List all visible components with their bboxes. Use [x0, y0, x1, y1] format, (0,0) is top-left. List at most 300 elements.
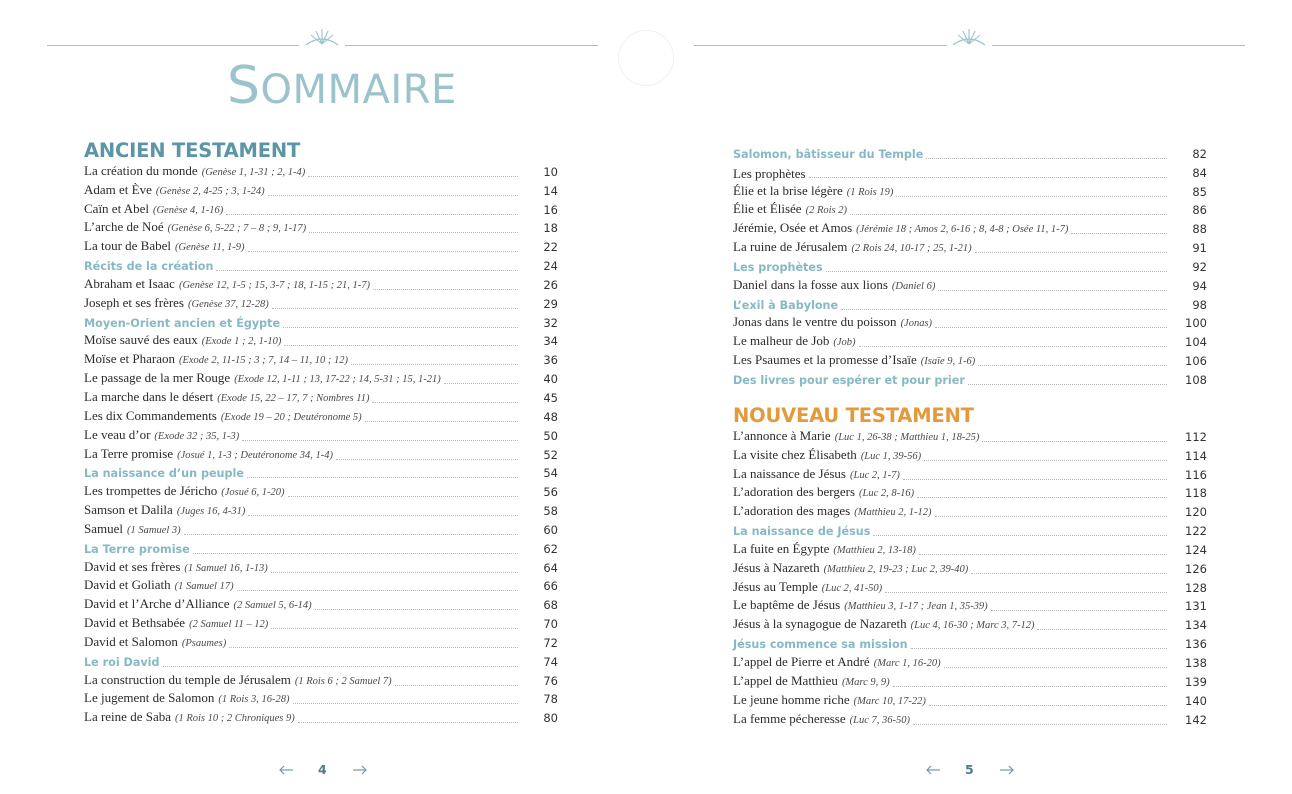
dot-leader — [248, 515, 518, 516]
dot-leader — [1071, 233, 1167, 234]
toc-entry-reference: (1 Samuel 16, 1-13) — [184, 562, 268, 574]
toc-page-number: 52 — [543, 447, 558, 462]
toc-entry[interactable] — [84, 444, 558, 463]
toc-entry-title: Le veau d’or (Exode 32 ; 35, 1-3) — [84, 426, 240, 442]
toc-entry-title: David et l’Arche d’Alliance (2 Samuel 5, 6-14) — [84, 596, 312, 612]
toc-entry[interactable] — [84, 236, 558, 255]
toc-entry-title: Les prophètes — [733, 165, 806, 181]
toc-entry-title: La Terre promise — [84, 542, 190, 556]
toc-entry-reference: (Isaïe 9, 1-6) — [920, 356, 976, 368]
toc-entry-reference: (Exode 15, 22 – 17, 7 ; Nombres 11) — [217, 392, 370, 404]
toc-entry-reference: (Genèse 2, 4-25 ; 3, 1-24) — [155, 185, 265, 197]
toc-entry-title: La fuite en Égypte (Matthieu 2, 13-18) — [733, 540, 916, 556]
toc-entry-title: L’appel de Matthieu (Marc 9, 9) — [733, 672, 890, 688]
toc-entry[interactable] — [733, 652, 1207, 671]
dot-leader — [298, 722, 518, 723]
dot-leader — [978, 365, 1167, 366]
toc-entry-reference: (1 Rois 19) — [846, 186, 894, 198]
toc-entry-title: Les dix Commandements (Exode 19 – 20 ; Deutéronome 5) — [84, 407, 362, 423]
toc-entry[interactable] — [84, 519, 558, 538]
dot-leader — [896, 196, 1167, 197]
toc-entry[interactable] — [733, 558, 1207, 577]
dot-leader — [444, 383, 518, 384]
dot-leader — [309, 232, 518, 233]
right-ornament-line-1 — [694, 45, 947, 46]
toc-entry[interactable] — [733, 426, 1207, 445]
toc-entry-title: Salomon, bâtisseur du Temple — [733, 147, 924, 161]
dot-leader — [271, 628, 518, 629]
toc-page-number: 136 — [1185, 637, 1207, 652]
toc-entry-title: Des livres pour espérer et pour prier — [733, 373, 965, 387]
toc-page-number: 60 — [543, 522, 558, 537]
toc-subheading-row[interactable] — [733, 256, 1207, 275]
toc-page-number: 92 — [1192, 259, 1207, 274]
nouveau-testament-list — [733, 426, 1207, 728]
toc-page-number: 54 — [543, 466, 558, 481]
toc-page-number: 62 — [543, 541, 558, 556]
dot-leader — [926, 158, 1167, 159]
toc-entry-title: David et ses frères (1 Samuel 16, 1-13) — [84, 558, 268, 574]
toc-entry-title: Jésus au Temple (Luc 2, 41-50) — [733, 578, 883, 594]
toc-page-number: 118 — [1185, 486, 1207, 501]
toc-entry-title: Jésus à Nazareth (Matthieu 2, 19-23 ; Luc 2, 39-40) — [733, 559, 969, 575]
dot-leader — [935, 327, 1167, 328]
toc-subheading-row[interactable] — [84, 538, 558, 557]
toc-entry-title: Le jeune homme riche (Marc 10, 17-22) — [733, 691, 926, 707]
toc-entry-reference: (1 Samuel 17) — [174, 581, 234, 593]
toc-entry-title: La femme pécheresse (Luc 7, 36-50) — [733, 710, 910, 726]
toc-entry-reference: (Luc 4, 16-30 ; Marc 3, 7-12) — [910, 620, 1035, 632]
toc-subheading-row[interactable] — [84, 255, 558, 274]
toc-entry-title: Le passage de la mer Rouge (Exode 12, 1-11 ; 13, 17-22 ; 14, 5-31 ; 15, 1-21) — [84, 370, 441, 386]
toc-entry-reference: (Daniel 6) — [891, 280, 936, 292]
toc-entry[interactable] — [84, 406, 558, 425]
toc-entry-reference: (Genèse 6, 5-22 ; 7 – 8 ; 9, 1-17) — [167, 223, 307, 235]
toc-entry-reference: (Juges 16, 4-31) — [176, 506, 246, 518]
dot-leader — [913, 724, 1167, 725]
dot-leader — [268, 195, 518, 196]
toc-entry-reference: (2 Samuel 5, 6-14) — [233, 600, 312, 612]
toc-page-number: 139 — [1185, 674, 1207, 689]
toc-page-number: 91 — [1192, 241, 1207, 256]
dot-leader — [373, 289, 518, 290]
toc-page-number: 76 — [543, 673, 558, 688]
toc-page-number: 56 — [543, 485, 558, 500]
toc-entry[interactable] — [733, 200, 1207, 219]
toc-page-number: 50 — [543, 428, 558, 443]
toc-entry-title: La tour de Babel (Genèse 11, 1-9) — [84, 238, 245, 254]
toc-entry-title: La naissance de Jésus — [733, 525, 871, 539]
toc-entry[interactable] — [84, 180, 558, 199]
toc-entry-title: David et Salomon (Psaumes) — [84, 633, 227, 649]
toc-entry-reference: (Matthieu 2, 13-18) — [833, 544, 916, 556]
toc-entry-reference: (Psaumes) — [181, 637, 227, 649]
toc-entry[interactable] — [733, 501, 1207, 520]
dot-leader — [850, 214, 1167, 215]
toc-page-number: 68 — [543, 598, 558, 613]
toc-entry[interactable] — [733, 331, 1207, 350]
toc-entry[interactable] — [84, 349, 558, 368]
dot-leader — [929, 705, 1167, 706]
toc-entry[interactable] — [84, 331, 558, 350]
toc-entry-reference: (1 Rois 6 ; 2 Samuel 7) — [294, 675, 392, 687]
toc-entry-reference: (2 Rois 2) — [805, 205, 848, 217]
dot-leader — [893, 686, 1167, 687]
toc-entry-reference: (Josué 6, 1-20) — [221, 487, 285, 499]
dot-leader — [242, 440, 518, 441]
toc-entry-title: Le roi David — [84, 655, 160, 669]
toc-page-number: 78 — [543, 692, 558, 707]
dot-leader — [873, 535, 1167, 536]
toc-entry-reference: (Genèse 37, 12-28) — [188, 298, 269, 310]
toc-entry-reference: (Luc 7, 36-50) — [849, 714, 910, 726]
toc-subheading-row[interactable] — [733, 520, 1207, 539]
toc-entry-title: La reine de Saba (1 Rois 10 ; 2 Chroniques 9) — [84, 709, 295, 725]
left-folio: 4 — [318, 762, 327, 777]
toc-entry-reference: (Exode 1 ; 2, 1-10) — [201, 336, 282, 348]
toc-page-number: 58 — [543, 504, 558, 519]
dot-leader — [247, 477, 518, 478]
toc-entry[interactable] — [84, 425, 558, 444]
toc-page-number: 72 — [543, 635, 558, 650]
toc-entry-reference: (Jonas) — [900, 318, 933, 330]
toc-entry[interactable] — [84, 500, 558, 519]
toc-entry-title: L’adoration des bergers (Luc 2, 8-16) — [733, 484, 915, 500]
toc-entry[interactable] — [84, 632, 558, 651]
toc-entry-title: L’arche de Noé (Genèse 6, 5-22 ; 7 – 8 ; 9, 1-17) — [84, 219, 307, 235]
toc-subheading-row[interactable] — [733, 294, 1207, 313]
dot-leader — [184, 534, 518, 535]
dot-leader — [841, 309, 1167, 310]
toc-page-number: 122 — [1185, 524, 1207, 539]
toc-page-number: 100 — [1185, 316, 1207, 331]
toc-entry[interactable] — [733, 313, 1207, 332]
toc-entry-title: David et Goliath (1 Samuel 17) — [84, 577, 234, 593]
toc-page-number: 10 — [543, 164, 558, 179]
toc-entry-title: David et Bethsabée (2 Samuel 11 – 12) — [84, 615, 269, 631]
toc-page-number: 98 — [1192, 297, 1207, 312]
dot-leader — [968, 384, 1167, 385]
dot-leader — [991, 610, 1167, 611]
toc-entry-title: Le malheur de Job (Job) — [733, 333, 856, 349]
toc-entry-reference: (Genèse 12, 1-5 ; 15, 3-7 ; 18, 1-15 ; 21, 1-7) — [178, 279, 370, 291]
toc-page-number: 45 — [543, 390, 558, 405]
toc-entry[interactable] — [84, 199, 558, 218]
toc-entry-title: La création du monde (Genèse 1, 1-31 ; 2, 1-4) — [84, 162, 306, 178]
toc-entry[interactable] — [84, 670, 558, 689]
toc-entry-reference: (Exode 19 – 20 ; Deutéronome 5) — [220, 411, 362, 423]
toc-entry[interactable] — [84, 481, 558, 500]
toc-page-number: 40 — [543, 372, 558, 387]
toc-entry-title: L’adoration des mages (Matthieu 2, 1-12) — [733, 503, 932, 519]
toc-page-number: 84 — [1192, 165, 1207, 180]
toc-entry-reference: (Luc 2, 8-16) — [859, 488, 915, 500]
toc-entry[interactable] — [84, 594, 558, 613]
toc-page-number: 22 — [543, 240, 558, 255]
toc-entry[interactable] — [733, 275, 1207, 294]
toc-entry[interactable] — [84, 557, 558, 576]
toc-page-number: 94 — [1192, 278, 1207, 293]
dot-leader — [288, 496, 519, 497]
toc-entry-reference: (1 Rois 10 ; 2 Chroniques 9) — [174, 713, 295, 725]
toc-entry[interactable] — [733, 596, 1207, 615]
left-fleuron-icon — [304, 26, 340, 48]
toc-page-number: 26 — [543, 277, 558, 292]
toc-page-number: 112 — [1185, 429, 1207, 444]
dot-leader — [237, 590, 518, 591]
toc-entry-reference: (Matthieu 2, 19-23 ; Luc 2, 39-40) — [823, 563, 969, 575]
toc-entry[interactable] — [733, 218, 1207, 237]
toc-page-number: 29 — [543, 296, 558, 311]
toc-entry[interactable] — [733, 690, 1207, 709]
toc-entry[interactable] — [733, 350, 1207, 369]
toc-page-number: 134 — [1185, 618, 1207, 633]
ancien-testament-list-continued — [733, 143, 1207, 388]
ancien-testament-heading: ANCIEN TESTAMENT — [84, 139, 301, 162]
toc-entry-reference: (Marc 9, 9) — [841, 676, 890, 688]
left-ornament-line-1 — [47, 45, 299, 46]
toc-page-number: 74 — [543, 654, 558, 669]
toc-entry-reference: (2 Rois 24, 10-17 ; 25, 1-21) — [851, 243, 972, 255]
toc-page-number: 70 — [543, 617, 558, 632]
toc-entry[interactable] — [84, 293, 558, 312]
toc-entry-title: Adam et Ève (Genèse 2, 4-25 ; 3, 1-24) — [84, 181, 265, 197]
toc-entry-title: Récits de la création — [84, 260, 214, 274]
dot-leader — [284, 345, 518, 346]
dot-leader — [308, 176, 518, 177]
toc-entry-title: Moïse et Pharaon (Exode 2, 11-15 ; 3 ; 7, 14 – 11, 10 ; 12) — [84, 351, 349, 367]
dot-leader — [248, 251, 519, 252]
dot-leader — [917, 497, 1167, 498]
toc-page-number: 128 — [1185, 580, 1207, 595]
title-initial: S — [227, 56, 261, 116]
title-rest: OMMAIRE — [260, 67, 457, 113]
toc-entry-title: Les prophètes — [733, 260, 823, 274]
toc-entry[interactable] — [733, 577, 1207, 596]
toc-subheading-row[interactable] — [733, 143, 1207, 162]
toc-page-number: 36 — [543, 353, 558, 368]
dot-leader — [809, 177, 1167, 178]
dot-leader — [365, 421, 518, 422]
toc-page-number: 120 — [1185, 505, 1207, 520]
toc-entry-reference: (Exode 12, 1-11 ; 13, 17-22 ; 14, 5-31 ; 15, 1-21) — [234, 374, 441, 386]
toc-entry-reference: (Marc 10, 17-22) — [853, 695, 926, 707]
page-title — [227, 56, 457, 116]
toc-page-number: 48 — [543, 409, 558, 424]
toc-page-number: 142 — [1185, 712, 1207, 727]
toc-page-number: 124 — [1185, 542, 1207, 557]
toc-entry[interactable] — [84, 368, 558, 387]
toc-page-number: 138 — [1185, 655, 1207, 670]
dot-leader — [924, 460, 1167, 461]
toc-entry-title: La ruine de Jérusalem (2 Rois 24, 10-17 ; 25, 1-21) — [733, 239, 972, 255]
toc-entry[interactable] — [733, 162, 1207, 181]
dot-leader — [935, 516, 1168, 517]
toc-entry[interactable] — [84, 161, 558, 180]
toc-entry-title: La naissance de Jésus (Luc 2, 1-7) — [733, 465, 900, 481]
toc-entry-reference: (1 Rois 3, 16-28) — [218, 694, 290, 706]
toc-page-number: 114 — [1185, 448, 1207, 463]
dot-leader — [982, 441, 1167, 442]
toc-entry-title: Moïse sauvé des eaux (Exode 1 ; 2, 1-10) — [84, 332, 282, 348]
toc-entry-reference: (Luc 1, 26-38 ; Matthieu 1, 18-25) — [834, 431, 980, 443]
right-arrow-icon — [999, 765, 1015, 775]
toc-entry-title: Jonas dans le ventre du poisson (Jonas) — [733, 314, 933, 330]
dot-leader — [336, 459, 518, 460]
left-ornament-line-2 — [345, 45, 598, 46]
dot-leader — [163, 666, 518, 667]
dot-leader — [938, 290, 1167, 291]
toc-page-number: 34 — [543, 334, 558, 349]
toc-page-number: 86 — [1192, 203, 1207, 218]
toc-page-number: 16 — [543, 202, 558, 217]
toc-entry-title: La visite chez Élisabeth (Luc 1, 39-56) — [733, 446, 922, 462]
dot-leader — [315, 609, 518, 610]
dot-leader — [351, 364, 518, 365]
toc-entry-reference: (Exode 32 ; 35, 1-3) — [154, 430, 240, 442]
toc-entry-title: L’appel de Pierre et André (Marc 1, 16-20) — [733, 653, 941, 669]
toc-entry-reference: (Matthieu 2, 1-12) — [854, 507, 932, 519]
toc-entry[interactable] — [733, 483, 1207, 502]
toc-entry-title: Joseph et ses frères (Genèse 37, 12-28) — [84, 294, 269, 310]
toc-subheading-row[interactable] — [733, 369, 1207, 388]
toc-page-number: 116 — [1185, 467, 1207, 482]
toc-entry-title: L’exil à Babylone — [733, 298, 839, 312]
toc-entry-title: L’annonce à Marie (Luc 1, 26-38 ; Matthieu 1, 18-25) — [733, 427, 980, 443]
dot-leader — [272, 308, 518, 309]
toc-entry-title: Jésus à la synagogue de Nazareth (Luc 4, 16-30 ; Marc 3, 7-12) — [733, 616, 1035, 632]
toc-entry-title: Samuel (1 Samuel 3) — [84, 520, 181, 536]
dot-leader — [975, 252, 1167, 253]
toc-entry-reference: (Genèse 11, 1-9) — [175, 242, 245, 254]
ancien-testament-list — [84, 161, 558, 726]
toc-entry-reference: (Luc 2, 41-50) — [821, 582, 883, 594]
toc-entry-title: Abraham et Isaac (Genèse 12, 1-5 ; 15, 3-7 ; 18, 1-15 ; 21, 1-7) — [84, 275, 370, 291]
toc-page-number: 14 — [543, 183, 558, 198]
toc-entry[interactable] — [84, 576, 558, 595]
toc-subheading-row[interactable] — [84, 651, 558, 670]
toc-entry[interactable] — [84, 707, 558, 726]
toc-page-number: 32 — [543, 315, 558, 330]
toc-entry-reference: (Genèse 1, 1-31 ; 2, 1-4) — [201, 166, 306, 178]
dot-leader — [971, 573, 1167, 574]
dot-leader — [372, 402, 518, 403]
toc-entry-title: La Terre promise (Josué 1, 1-3 ; Deutéronome 34, 1-4) — [84, 445, 333, 461]
toc-page-number: 18 — [543, 221, 558, 236]
dot-leader — [919, 554, 1167, 555]
toc-entry-reference: (Jérémie 18 ; Amos 2, 6-16 ; 8, 4-8 ; Osée 11, 1-7) — [856, 224, 1069, 236]
toc-entry[interactable] — [84, 613, 558, 632]
toc-page-number: 85 — [1192, 184, 1207, 199]
dot-leader — [395, 685, 518, 686]
toc-subheading-row[interactable] — [733, 633, 1207, 652]
toc-entry-title: Moyen-Orient ancien et Égypte — [84, 316, 281, 330]
right-arrow-icon — [352, 765, 368, 775]
left-arrow-icon — [925, 765, 941, 775]
toc-page-number: 64 — [543, 560, 558, 575]
toc-entry-reference: (Job) — [833, 337, 856, 349]
toc-page-number: 24 — [543, 259, 558, 274]
toc-entry[interactable] — [84, 274, 558, 293]
toc-entry[interactable] — [733, 464, 1207, 483]
right-fleuron-icon — [951, 26, 987, 48]
toc-entry[interactable] — [733, 445, 1207, 464]
toc-entry[interactable] — [733, 237, 1207, 256]
toc-entry-title: La naissance d’un peuple — [84, 467, 244, 481]
toc-entry-reference: (1 Samuel 3) — [127, 524, 181, 536]
dot-leader — [229, 647, 518, 648]
toc-page-number: 66 — [543, 579, 558, 594]
left-arrow-icon — [278, 765, 294, 775]
toc-subheading-row[interactable] — [84, 463, 558, 482]
toc-page-number: 140 — [1185, 693, 1207, 708]
dot-leader — [293, 703, 518, 704]
toc-entry-title: Caïn et Abel (Genèse 4, 1-16) — [84, 200, 224, 216]
toc-entry-title: Les Psaumes et la promesse d’Isaïe (Isaïe 9, 1-6) — [733, 352, 976, 368]
toc-page-number: 108 — [1185, 372, 1207, 387]
toc-entry-title: Le baptême de Jésus (Matthieu 3, 1-17 ; Jean 1, 35-39) — [733, 597, 988, 613]
toc-entry[interactable] — [733, 709, 1207, 728]
toc-entry[interactable] — [733, 181, 1207, 200]
toc-entry[interactable] — [733, 614, 1207, 633]
dot-leader — [903, 479, 1167, 480]
dot-leader — [944, 667, 1167, 668]
toc-entry-title: Le jugement de Salomon (1 Rois 3, 16-28) — [84, 690, 290, 706]
toc-page-number: 106 — [1185, 354, 1207, 369]
toc-entry-reference: (2 Samuel 11 – 12) — [189, 619, 269, 631]
toc-entry-title: Élie et la brise légère (1 Rois 19) — [733, 182, 894, 198]
toc-entry-reference: (Exode 2, 11-15 ; 3 ; 7, 14 – 11, 10 ; 12) — [178, 355, 349, 367]
nouveau-testament-heading: NOUVEAU TESTAMENT — [733, 404, 974, 427]
toc-entry-reference: (Josué 1, 1-3 ; Deutéronome 34, 1-4) — [177, 449, 333, 461]
toc-entry[interactable] — [733, 539, 1207, 558]
toc-entry[interactable] — [733, 671, 1207, 690]
toc-entry[interactable] — [84, 689, 558, 708]
toc-entry-title: Daniel dans la fosse aux lions (Daniel 6) — [733, 276, 936, 292]
dot-leader — [911, 648, 1167, 649]
right-ornament-line-2 — [992, 45, 1245, 46]
toc-entry-reference: (Luc 2, 1-7) — [850, 469, 900, 481]
toc-entry[interactable] — [84, 218, 558, 237]
toc-entry-title: Samson et Dalila (Juges 16, 4-31) — [84, 502, 246, 518]
toc-subheading-row[interactable] — [84, 312, 558, 331]
toc-entry-reference: (Marc 1, 16-20) — [873, 657, 941, 669]
dot-leader — [826, 271, 1167, 272]
toc-page-number: 131 — [1185, 599, 1207, 614]
toc-page-number: 80 — [543, 711, 558, 726]
toc-entry[interactable] — [84, 387, 558, 406]
toc-entry-title: Jérémie, Osée et Amos (Jérémie 18 ; Amos 2, 6-16 ; 8, 4-8 ; Osée 11, 1-7) — [733, 220, 1069, 236]
toc-entry-title: La construction du temple de Jérusalem (1 Rois 6 ; 2 Samuel 7) — [84, 671, 392, 687]
dot-leader — [283, 327, 518, 328]
toc-page-number: 104 — [1185, 335, 1207, 350]
dot-leader — [859, 346, 1167, 347]
toc-entry-title: Les trompettes de Jéricho (Josué 6, 1-20) — [84, 483, 285, 499]
dot-leader — [885, 592, 1167, 593]
dot-leader — [271, 572, 518, 573]
toc-entry-reference: (Luc 1, 39-56) — [860, 450, 922, 462]
spine-ornament — [618, 30, 674, 86]
dot-leader — [193, 553, 518, 554]
dot-leader — [226, 214, 518, 215]
toc-entry-title: Jésus commence sa mission — [733, 638, 908, 652]
toc-page-number: 82 — [1192, 146, 1207, 161]
toc-entry-title: La marche dans le désert (Exode 15, 22 – 17, 7 ; Nombres 11) — [84, 388, 370, 404]
toc-entry-reference: (Genèse 4, 1-16) — [153, 204, 224, 216]
right-folio: 5 — [965, 762, 974, 777]
toc-entry-title: Élie et Élisée (2 Rois 2) — [733, 201, 848, 217]
toc-entry-reference: (Matthieu 3, 1-17 ; Jean 1, 35-39) — [844, 601, 988, 613]
